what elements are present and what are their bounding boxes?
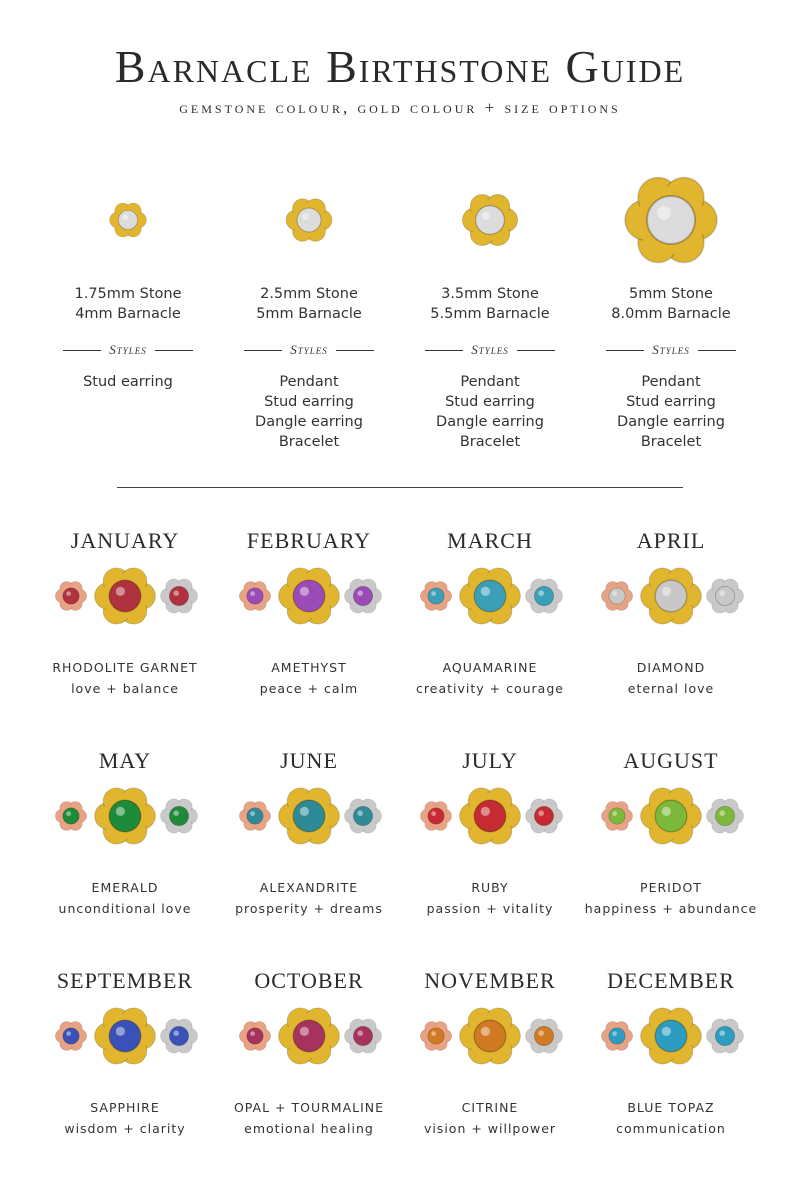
barnacle-diamond-icon [284,195,334,245]
barnacle-size: 5mm Barnacle [256,306,362,322]
styles-heading [425,342,555,358]
silver-barnacle-icon [526,799,563,833]
gold-barnacle-icon [279,1008,340,1064]
jewel-trio [581,1002,761,1080]
stone-meaning: wisdom + clarity [64,1121,186,1136]
style-item: Stud earring [626,394,716,410]
size-option-3 [400,170,580,452]
rose-gold-barnacle-icon [239,802,270,831]
size-option-1 [38,170,218,392]
stone-meaning: passion + vitality [426,901,554,916]
month-october [219,968,399,1136]
jewel-trio [400,562,580,640]
barnacle-diamond-icon [460,190,520,250]
stone-meaning: unconditional love [58,901,192,916]
stone-name: RHODOLITE GARNET [52,660,198,675]
barnacle-size: 5.5mm Barnacle [430,306,550,322]
jewel-trio [581,562,761,640]
style-item: Stud earring [264,394,354,410]
gold-barnacle-icon [641,788,702,844]
rose-gold-barnacle-icon [420,582,451,611]
month-name: DECEMBER [607,968,735,993]
stone-name: AQUAMARINE [442,660,538,675]
birthstone-jewels [219,782,399,860]
silver-barnacle-icon [161,799,198,833]
styles-label: Styles [290,342,328,357]
stone-size: 5mm Stone [629,286,713,302]
month-name: JANUARY [70,528,180,553]
rule-line [606,350,644,351]
birthstone-jewels [35,562,215,640]
style-item: Bracelet [640,434,702,450]
size-option-4 [581,170,761,452]
stone-name: OPAL + TOURMALINE [233,1100,385,1115]
month-name: MARCH [447,528,533,553]
jewel-trio [581,782,761,860]
rose-gold-barnacle-icon [601,802,632,831]
gold-barnacle-icon [641,568,702,624]
rule-line [155,350,193,351]
barnacle-size: 8.0mm Barnacle [611,306,731,322]
gold-barnacle-icon [95,788,156,844]
style-item: Bracelet [278,434,340,450]
silver-barnacle-icon [526,1019,563,1053]
silver-barnacle-icon [707,1019,744,1053]
stone-size: 1.75mm Stone [74,286,182,302]
month-april [581,528,761,696]
style-item: Dangle earring [436,414,544,430]
rose-gold-barnacle-icon [601,582,632,611]
rose-gold-barnacle-icon [239,1022,270,1051]
style-item: Pendant [460,374,520,390]
jewel-trio [219,1002,399,1080]
rule-line [425,350,463,351]
styles-label: Styles [471,342,509,357]
jewel-trio [400,1002,580,1080]
style-item: Stud earring [445,394,535,410]
section-divider [117,487,683,488]
silver-barnacle-icon [526,579,563,613]
birthstone-jewels [35,782,215,860]
stone-meaning: creativity + courage [416,681,564,696]
rose-gold-barnacle-icon [55,802,86,831]
month-name: AUGUST [623,748,719,773]
style-item: Dangle earring [255,414,363,430]
styles-label: Styles [109,342,147,357]
month-name: OCTOBER [254,968,364,993]
month-name: NOVEMBER [424,968,556,993]
month-may [35,748,215,916]
rose-gold-barnacle-icon [601,1022,632,1051]
stone-name: SAPPHIRE [90,1100,160,1115]
stone-name: DIAMOND [636,660,706,675]
birthstone-jewels [400,782,580,860]
birthstone-jewels [400,1002,580,1080]
stone-meaning: love + balance [71,681,179,696]
styles-heading [606,342,736,358]
stone-name: PERIDOT [640,880,702,895]
rule-line [63,350,101,351]
gold-barnacle-icon [279,788,340,844]
month-july [400,748,580,916]
page-subtitle: gemstone colour, gold colour + size options [179,98,621,117]
styles-list [400,372,580,452]
month-name: MAY [98,748,152,773]
jewel-trio [35,782,215,860]
barnacle-diamond-icon [108,200,148,240]
rule-line [336,350,374,351]
month-name: FEBRUARY [246,528,372,553]
silver-barnacle-icon [707,579,744,613]
month-name: JULY [462,748,518,773]
size-preview [38,170,218,270]
gold-barnacle-icon [460,1008,521,1064]
gold-barnacle-icon [95,568,156,624]
stone-meaning: prosperity + dreams [235,901,383,916]
stone-size: 2.5mm Stone [260,286,358,302]
style-item: Stud earring [83,374,173,390]
stone-meaning: peace + calm [259,681,359,696]
month-september [35,968,215,1136]
month-november [400,968,580,1136]
rose-gold-barnacle-icon [420,1022,451,1051]
month-february [219,528,399,696]
rose-gold-barnacle-icon [55,1022,86,1051]
rule-line [517,350,555,351]
birthstone-jewels [400,562,580,640]
month-name: JUNE [280,748,338,773]
jewel-trio [400,782,580,860]
gold-barnacle-icon [95,1008,156,1064]
birthstone-jewels [219,562,399,640]
silver-barnacle-icon [707,799,744,833]
silver-barnacle-icon [161,1019,198,1053]
style-item: Dangle earring [617,414,725,430]
barnacle-size: 4mm Barnacle [75,306,181,322]
size-option-2 [219,170,399,452]
month-name: APRIL [636,528,706,553]
styles-list [38,372,218,392]
month-august [581,748,761,916]
gold-barnacle-icon [460,568,521,624]
stone-name: BLUE TOPAZ [627,1100,715,1115]
style-item: Bracelet [459,434,521,450]
month-march [400,528,580,696]
jewel-trio [219,562,399,640]
style-item: Pendant [279,374,339,390]
rule-line [698,350,736,351]
styles-label: Styles [652,342,690,357]
barnacle-diamond-icon [621,170,721,270]
month-name: SEPTEMBER [56,968,194,993]
gold-barnacle-icon [279,568,340,624]
stone-name: AMETHYST [271,660,347,675]
gold-barnacle-icon [641,1008,702,1064]
birthstone-jewels [581,782,761,860]
silver-barnacle-icon [161,579,198,613]
jewel-trio [35,1002,215,1080]
stone-meaning: vision + willpower [423,1121,557,1136]
birthstone-jewels [581,562,761,640]
stone-size: 3.5mm Stone [441,286,539,302]
stone-meaning: happiness + abundance [584,901,758,916]
birthstone-jewels [219,1002,399,1080]
rose-gold-barnacle-icon [239,582,270,611]
stone-name: ALEXANDRITE [259,880,359,895]
stone-meaning: communication [616,1121,726,1136]
silver-barnacle-icon [345,799,382,833]
gold-barnacle-icon [460,788,521,844]
page-title: Barnacle Birthstone Guide [114,41,686,92]
birthstone-jewels [581,1002,761,1080]
size-preview [219,170,399,270]
silver-barnacle-icon [345,1019,382,1053]
styles-heading [63,342,193,358]
stone-meaning: emotional healing [244,1121,374,1136]
jewel-trio [219,782,399,860]
size-preview [400,170,580,270]
silver-barnacle-icon [345,579,382,613]
styles-list [219,372,399,452]
size-preview [581,170,761,270]
styles-heading [244,342,374,358]
month-january [35,528,215,696]
birthstone-jewels [35,1002,215,1080]
rose-gold-barnacle-icon [55,582,86,611]
stone-name: RUBY [471,880,509,895]
month-december [581,968,761,1136]
style-item: Pendant [641,374,701,390]
stone-name: CITRINE [461,1100,519,1115]
styles-list [581,372,761,452]
rule-line [244,350,282,351]
rose-gold-barnacle-icon [420,802,451,831]
month-june [219,748,399,916]
jewel-trio [35,562,215,640]
stone-name: EMERALD [91,880,159,895]
stone-meaning: eternal love [627,681,715,696]
